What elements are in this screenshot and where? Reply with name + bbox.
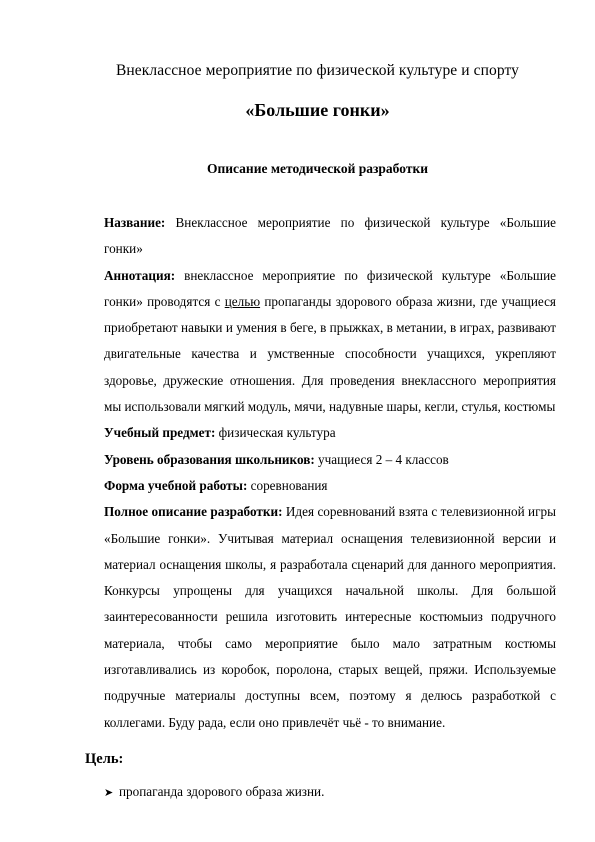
document-body: [104, 210, 556, 736]
field-annotation-text-1: внеклассное мероприятие по физической культуре «Большие гонки» проводятся с: [104, 267, 556, 309]
field-form: [104, 473, 556, 499]
field-annotation-label: Аннотация:: [104, 267, 176, 283]
field-annotation-text-2: пропаганды здорового образа жизни, где учащиеся приобретают навыки и умения в беге, в прыжках, в метании, в играх, развивают двигательные качества и умственные способности учащихся, укрепляют здоровье, дружеские отношения. Для проведения внеклассного мероприятия мы использовали мягкий модуль, мячи, надувные шары, кегли, стулья, костюмы: [104, 293, 556, 415]
field-form-label: Форма учебной работы:: [104, 477, 248, 493]
field-level: [104, 447, 556, 473]
field-level-label: Уровень образования школьников:: [104, 451, 315, 467]
arrow-bullet-icon: ➤: [104, 787, 114, 799]
document-title: «Большие гонки»: [245, 100, 390, 120]
goal-text: пропаганда здорового образа жизни.: [119, 784, 325, 799]
field-name: [104, 210, 556, 263]
field-subject-value: физическая культура: [215, 425, 336, 441]
field-annotation: [104, 263, 556, 421]
document-subtitle: Описание методической разработки: [206, 161, 429, 176]
field-level-value: учащиеся 2 – 4 классов: [314, 451, 449, 467]
goal-list-item: [104, 779, 324, 806]
field-name-value: Внеклассное мероприятие по физической культуре «Большие гонки»: [104, 215, 556, 257]
field-name-label: Название:: [104, 215, 166, 230]
field-form-value: соревнования: [247, 477, 328, 493]
field-description-value: Идея соревнований взята с телевизионной игры «Большие гонки». Учитывая материал оснащения телевизионной версии и материал оснащения школы, я разработала сценарий для данного мероприятия. Конкурсы упрощены для учащихся начальной школы. Для большой заинтересованности решила изготовить интересные костюмыиз подручного материала, чтобы само мероприятие было мало затратным костюмы изготавливались из коробок, поролона, старых вещей, пряжи. Используемые подручные материалы доступны всем, поэтому я делюсь разработкой с коллегами. Буду рада, если оно привлечёт чьё - то внимание.: [104, 504, 556, 730]
field-subject-label: Учебный предмет:: [104, 425, 216, 441]
field-description-label: Полное описание разработки:: [104, 504, 283, 520]
goal-heading: Цель:: [85, 751, 124, 767]
field-description: [104, 499, 556, 736]
field-annotation-underlined: целью: [224, 293, 261, 309]
document-header: Внеклассное мероприятие по физической культуре и спорту: [115, 62, 520, 79]
field-subject: [104, 420, 556, 446]
